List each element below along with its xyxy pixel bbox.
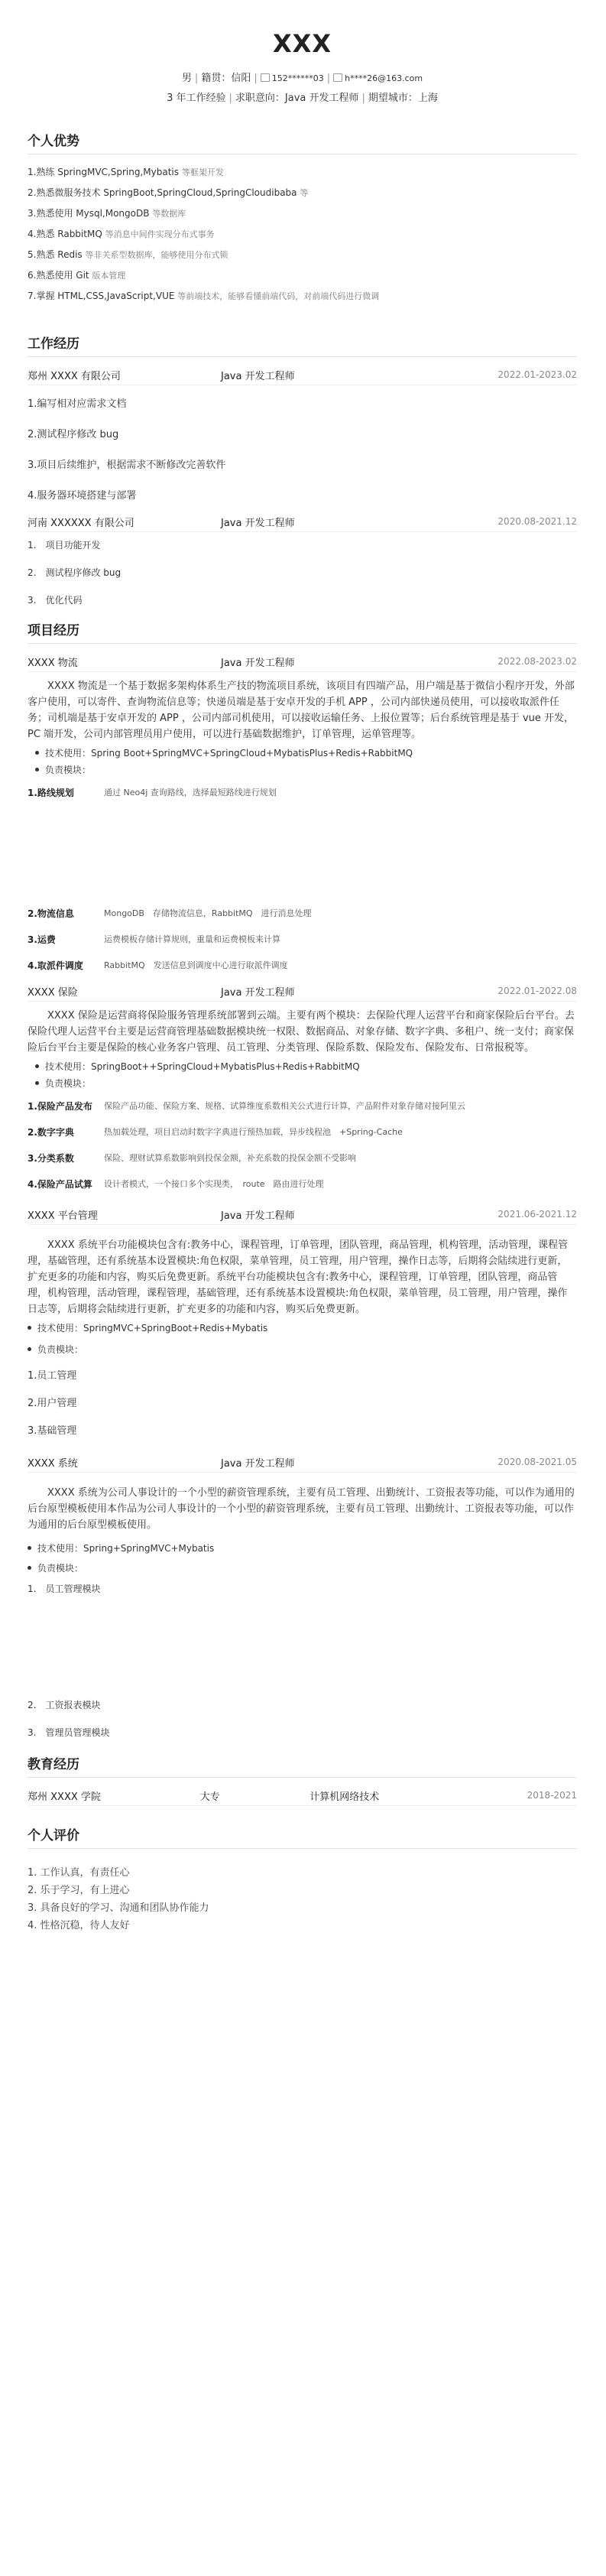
section-title-advantages: 个人优势 <box>28 130 577 154</box>
project-description: XXXX 系统平台功能模块包含有:教务中心，课程管理，订单管理，团队管理，商品管理，机构管理，活动管理，课程管理，基础管理，还有系统基本设置模块:角色权限，菜单管理，员工管理，用户管理，操作日志等，后期将会陆续进行更新，扩充更多的功能和内容，购买后免费更新。系统平台功能模块包含有:教务中心，课程管理，订单管理，团队管理，商品管理，机构管理，活动管理，课程管理，基础管理，还有系统基本设置模块:角色权限，菜单管理，员工管理，用户管理，操作日志等，后期将会陆续进行更新，扩充更多的功能和内容，购买后免费更新。 <box>28 1239 569 1315</box>
phone-icon <box>261 73 270 82</box>
module-item: 4.取派件调度 RabbitMQ 发送信息到调度中心进行取派件调度 <box>28 960 288 971</box>
hometown: 籍贯：信阳 <box>201 73 251 84</box>
tech-stack: 技术使用：SpringMVC+SpringBoot+Redis+Mybatis <box>28 1320 577 1336</box>
project-description: XXXX 物流是一个基于数据多架构体系生产技的物流项目系统，该项目有四端产品，用户端是基于微信小程序开发，外部客户使用，可以寄件、查询物流信息等；快递员端是基于安卓开发的手机 APP ，公司内部快递员使用，可以接收取派件任务；司机端是基于安卓开发的 APP ，公司内部司机使用，可以接收运输任务、上报位置等；后台系统管理是基于 vue 开发，PC 端开发，公司内部管理员用户使用，可以进行基础数据维护，订单管理，运单管理等。 <box>28 681 575 740</box>
evaluation-item: 4. 性格沉稳，待人友好 <box>28 1920 130 1931</box>
position: Java 开发工程师 <box>221 370 295 382</box>
position: Java 开发工程师 <box>221 1210 295 1222</box>
duty-label: 负责模块： <box>35 1076 577 1091</box>
module-item: 1.员工管理 <box>28 1370 77 1382</box>
module-item: 2.物流信息 MongoDB 存储物流信息，RabbitMQ 进行消息处理 <box>28 908 312 919</box>
section-title-projects: 项目经历 <box>28 619 577 644</box>
date: 2022.08-2023.02 <box>497 656 577 667</box>
project-description: XXXX 保险是运营商将保险服务管理系统部署到云端。主要有两个模块：去保险代理人运营平台和商家保险后台平台。去保险代理人运营平台主要是运营商管理基础数据模块统一权限、数据商品、对象存储、数字字典、多租户、统一支付；商家保险后台平台主要是保险的核心业务客户管理、员工管理、分类管理、保险系数、保险发布、保险发布、日常报税等。 <box>28 1010 575 1054</box>
advantage-item: 7.掌握 HTML,CSS,JavaScript,VUE 等前端技术，能够看懂前端代码，对前端代码进行微调 <box>28 291 380 301</box>
advantages-list <box>28 162 577 307</box>
module-item: 3.分类系数 保险、理财试算系数影响到投保金额，补充系数的投保金额不受影响 <box>28 1153 356 1164</box>
project-name: XXXX 系统 <box>28 1457 78 1470</box>
position: Java 开发工程师 <box>221 1457 295 1470</box>
candidate-name: XXX <box>272 29 332 58</box>
work-item: 4.服务器环境搭建与部署 <box>28 490 137 502</box>
project-row <box>28 1204 577 1225</box>
module-item: 1.保险产品发布 保险产品功能、保险方案、规格、试算维度系数相关公式进行计算，产品附件对象存储对接阿里云 <box>28 1101 465 1112</box>
advantage-item: 2.熟悉微服务技术 SpringBoot,SpringCloud,SpringCloudibaba 等 <box>28 187 309 198</box>
project-name: XXXX 平台管理 <box>28 1210 98 1222</box>
position: Java 开发工程师 <box>221 657 295 669</box>
date: 2022.01-2022.08 <box>497 986 577 996</box>
tech-stack: 技术使用：Spring Boot+SpringMVC+SpringCloud+MybatisPlus+Redis+RabbitMQ <box>35 746 577 761</box>
project-name: XXXX 保险 <box>28 986 78 999</box>
project-row <box>28 981 577 1002</box>
module-item: 2.数字字典 热加载处理，项目启动时数字字典进行预热加载，异步线程池 +Spring-Cache <box>28 1127 403 1138</box>
phone: 152******03 <box>271 73 324 83</box>
module-item: 3.基础管理 <box>28 1425 77 1437</box>
duty-label: 负责模块： <box>28 1561 577 1576</box>
position: Java 开发工程师 <box>221 986 295 999</box>
expected-city: 期望城市：上海 <box>368 93 438 104</box>
evaluation-item: 2. 乐于学习，有上进心 <box>28 1885 130 1896</box>
degree: 大专 <box>199 1791 220 1803</box>
module-item: 2.用户管理 <box>28 1398 77 1409</box>
work-item: 3.项目后续维护，根据需求不断修改完善软件 <box>28 460 226 471</box>
email: h****26@163.com <box>345 73 423 83</box>
tech-stack: 技术使用：SpringBoot++SpringCloud+MybatisPlus+Redis+RabbitMQ <box>35 1059 577 1074</box>
date: 2018-2021 <box>527 1790 577 1801</box>
module-item: 4.保险产品试算 设计者模式，一个接口多个实现类， route 路由进行处理 <box>28 1179 324 1190</box>
gender: 男 <box>181 73 192 84</box>
work-row <box>28 365 577 385</box>
work-item: 1.编写相对应需求文档 <box>28 398 127 410</box>
company: 郑州 XXXX 有限公司 <box>28 370 121 382</box>
advantage-item: 4.熟悉 RabbitMQ 等消息中间件实现分布式事务 <box>28 229 215 239</box>
module-item: 1.路线规划 通过 Neo4j 查询路线，选择最短路线进行规划 <box>28 788 277 798</box>
date: 2022.01-2023.02 <box>497 369 577 380</box>
email-icon <box>333 73 342 82</box>
work-row <box>28 512 577 532</box>
tech-stack: 技术使用：Spring+SpringMVC+Mybatis <box>28 1541 577 1556</box>
project-row <box>28 651 577 672</box>
school: 郑州 XXXX 学院 <box>28 1791 101 1803</box>
work-item: 3. 优化代码 <box>28 595 83 606</box>
module-item: 2. 工资报表模块 <box>28 1700 101 1710</box>
work-item: 1. 项目功能开发 <box>28 540 101 551</box>
company: 河南 XXXXXX 有限公司 <box>28 517 134 529</box>
evaluation-list <box>28 1864 577 1934</box>
date: 2020.08-2021.05 <box>497 1457 577 1467</box>
advantage-item: 5.熟悉 Redis 等非关系型数据库，能够使用分布式锁 <box>28 249 228 260</box>
section-title-evaluation: 个人评价 <box>28 1824 577 1849</box>
section-title-education: 教育经历 <box>28 1753 577 1778</box>
major: 计算机网络技术 <box>309 1791 380 1803</box>
date: 2020.08-2021.12 <box>497 516 577 527</box>
job-intention: 求职意向：Java 开发工程师 <box>235 93 359 104</box>
position: Java 开发工程师 <box>221 517 295 529</box>
evaluation-item: 3. 具备良好的学习、沟通和团队协作能力 <box>28 1902 209 1914</box>
project-description: XXXX 系统为公司人事设计的一个小型的薪资管理系统，主要有员工管理、出勤统计、工资报表等功能，可以作为通用的后台原型模板使用本作品为公司人事设计的一个小型的薪资管理系统，主要有员工管理、出勤统计、工资报表等功能，可以作为通用的后台原型模板使用。 <box>28 1487 575 1531</box>
advantage-item: 3.熟悉使用 Mysql,MongoDB 等数据库 <box>28 208 186 219</box>
contact-line-1: 男 | 籍贯：信阳 | 152******03 | h****26@163.com <box>181 73 423 84</box>
evaluation-item: 1. 工作认真，有责任心 <box>28 1867 130 1879</box>
duty-label: 负责模块： <box>28 1342 577 1357</box>
work-item: 2.测试程序修改 bug <box>28 429 119 440</box>
section-title-work: 工作经历 <box>28 333 577 357</box>
module-item: 1. 员工管理模块 <box>28 1584 101 1594</box>
duty-label: 负责模块： <box>35 762 577 778</box>
advantage-item: 1.熟练 SpringMVC,Spring,Mybatis 等框架开发 <box>28 167 224 177</box>
project-name: XXXX 物流 <box>28 657 78 669</box>
education-row <box>28 1785 577 1806</box>
module-item: 3. 管理员管理模块 <box>28 1727 110 1738</box>
module-item: 3.运费 运费模板存储计算规则，重量和运费模板来计算 <box>28 934 280 945</box>
contact-line-2: 3 年工作经验 | 求职意向：Java 开发工程师 | 期望城市：上海 <box>167 93 438 104</box>
project-row <box>28 1452 577 1473</box>
experience: 3 年工作经验 <box>167 93 226 104</box>
work-item: 2. 测试程序修改 bug <box>28 567 122 578</box>
advantage-item: 6.熟悉使用 Git 版本管理 <box>28 270 126 281</box>
date: 2021.06-2021.12 <box>497 1209 577 1220</box>
